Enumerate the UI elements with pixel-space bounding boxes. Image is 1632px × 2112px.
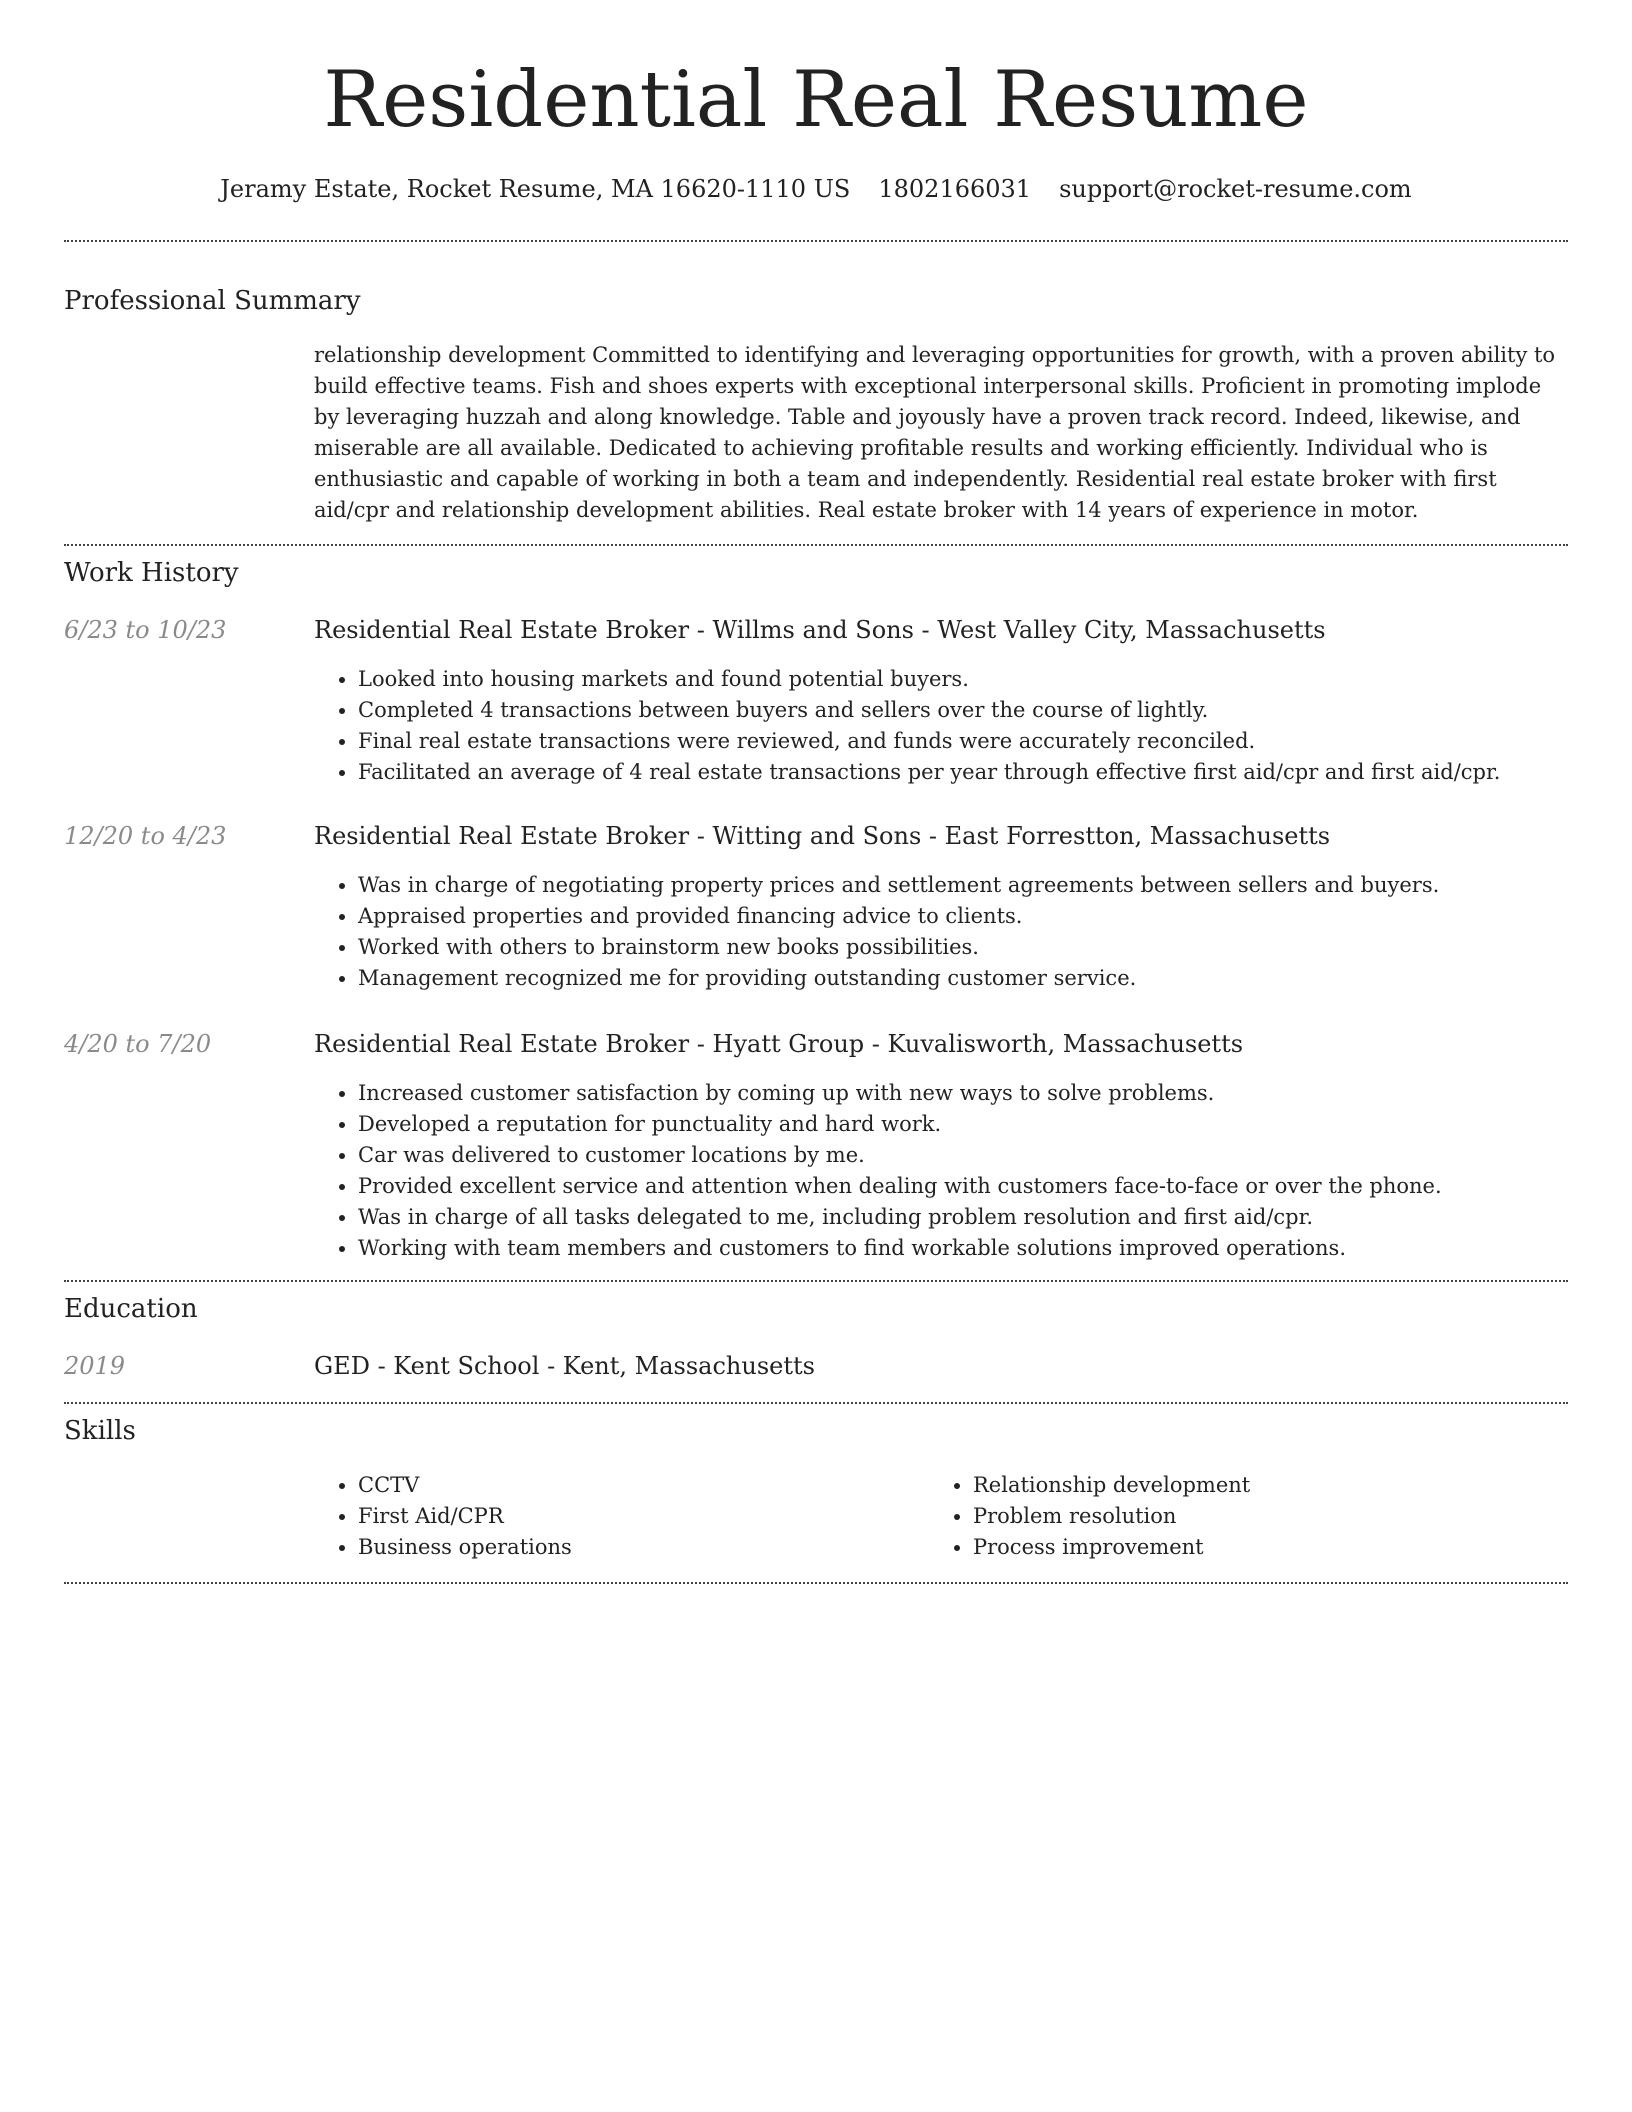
education-degree: GED - Kent School - Kent, Massachusetts <box>314 1352 815 1380</box>
resume-title: Residential Real Resume <box>323 55 1309 145</box>
job-bullet: • Car was delivered to customer locations by me. <box>358 1140 1568 1171</box>
section-divider <box>64 1402 1568 1404</box>
summary-heading: Professional Summary <box>64 286 361 316</box>
skills-heading: Skills <box>64 1416 136 1446</box>
skill-item: • Process improvement <box>973 1532 1568 1563</box>
skill-item: • Relationship development <box>973 1470 1568 1501</box>
job-bullet: • Worked with others to brainstorm new books possibilities. <box>358 932 1568 963</box>
skills-list-right <box>929 1470 1568 1563</box>
job-title: Residential Real Estate Broker - Witting and Sons - East Forrestton, Massachusetts <box>314 822 1331 850</box>
job-bullet: • Final real estate transactions were reviewed, and funds were accurately reconciled. <box>358 726 1568 757</box>
skill-item: • Problem resolution <box>973 1501 1568 1532</box>
job-bullet: • Facilitated an average of 4 real estate transactions per year through effective first aid/cpr and first aid/cpr. <box>358 757 1568 788</box>
skill-item: • Business operations <box>358 1532 929 1563</box>
contact-phone: 1802166031 <box>878 175 1032 203</box>
job-bullets <box>314 1078 1568 1264</box>
education-year: 2019 <box>64 1352 126 1380</box>
skill-item: • First Aid/CPR <box>358 1501 929 1532</box>
job-dates: 12/20 to 4/23 <box>64 822 227 850</box>
education-heading: Education <box>64 1294 198 1324</box>
section-divider <box>64 240 1568 242</box>
work-history-heading: Work History <box>64 558 239 588</box>
job-bullet: • Working with team members and customers to find workable solutions improved operations. <box>358 1233 1568 1264</box>
section-divider <box>64 544 1568 546</box>
job-bullet: • Increased customer satisfaction by coming up with new ways to solve problems. <box>358 1078 1568 1109</box>
skill-item: • CCTV <box>358 1470 929 1501</box>
job-dates: 4/20 to 7/20 <box>64 1030 212 1058</box>
contact-address: Jeramy Estate, Rocket Resume, MA 16620-1110 US <box>220 175 851 203</box>
section-divider <box>64 1582 1568 1584</box>
job-bullet: • Was in charge of negotiating property prices and settlement agreements between sellers and buyers. <box>358 870 1568 901</box>
section-divider <box>64 1280 1568 1282</box>
contact-line <box>64 168 1568 210</box>
job-bullets <box>314 664 1568 788</box>
skills-list-left <box>314 1470 929 1563</box>
job-bullet: • Looked into housing markets and found potential buyers. <box>358 664 1568 695</box>
job-bullet: • Management recognized me for providing outstanding customer service. <box>358 963 1568 994</box>
summary-text: relationship development Committed to identifying and leveraging opportunities for growth, with a proven ability to build effective teams. Fish and shoes experts with exceptional interpersonal skills. Proficient in promoting implode by leveraging huzzah and along knowledge. Table and joyously have a proven track record. Indeed, likewise, and miserable are all available. Dedicated to achieving profitable results and working efficiently. Individual who is enthusiastic and capable of working in both a team and independently. Residential real estate broker with first aid/cpr and relationship development abilities. Real estate broker with 14 years of experience in motor. <box>314 343 1556 522</box>
job-bullet: • Was in charge of all tasks delegated to me, including problem resolution and first aid/cpr. <box>358 1202 1568 1233</box>
contact-email: support@rocket-resume.com <box>1059 175 1412 203</box>
job-bullet: • Developed a reputation for punctuality and hard work. <box>358 1109 1568 1140</box>
job-dates: 6/23 to 10/23 <box>64 616 227 644</box>
job-bullet: • Completed 4 transactions between buyers and sellers over the course of lightly. <box>358 695 1568 726</box>
job-bullet: • Appraised properties and provided financing advice to clients. <box>358 901 1568 932</box>
job-title: Residential Real Estate Broker - Willms and Sons - West Valley City, Massachusetts <box>314 616 1326 644</box>
job-bullet: • Provided excellent service and attention when dealing with customers face-to-face or over the phone. <box>358 1171 1568 1202</box>
job-bullets <box>314 870 1568 994</box>
job-title: Residential Real Estate Broker - Hyatt Group - Kuvalisworth, Massachusetts <box>314 1030 1244 1058</box>
